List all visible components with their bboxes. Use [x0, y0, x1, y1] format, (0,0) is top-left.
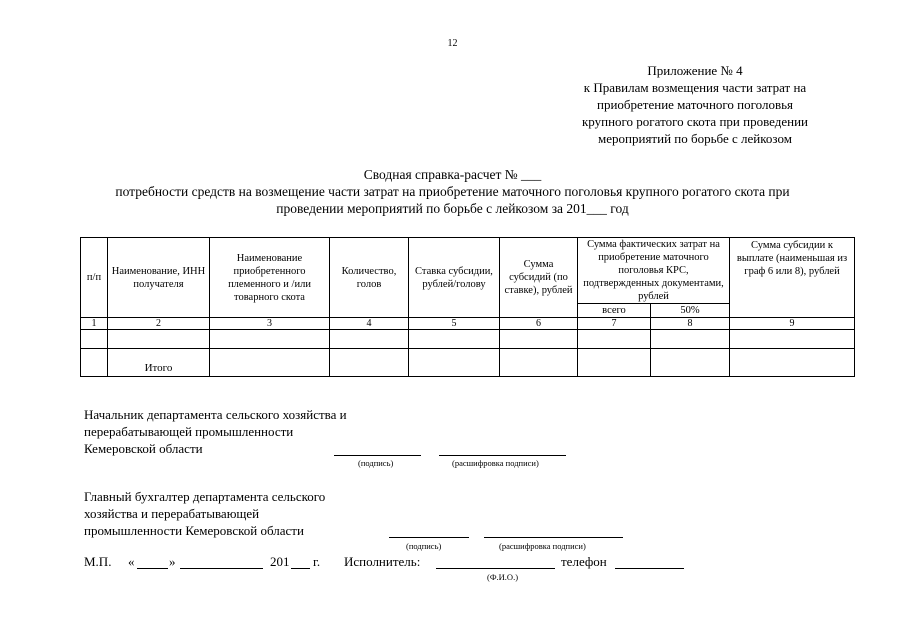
table-cell: [409, 330, 500, 349]
table-cell: [108, 330, 210, 349]
table-cell: [81, 349, 108, 377]
accountant-decoding-caption: (расшифровка подписи): [499, 541, 586, 551]
appendix-line: Приложение № 4: [647, 63, 743, 78]
head-signature-caption: (подпись): [358, 458, 394, 468]
date-month-line: [180, 568, 263, 569]
table-cell: [578, 330, 651, 349]
date-year-line: [291, 568, 310, 569]
table-cell: [330, 330, 409, 349]
header-fifty-percent: 50%: [651, 304, 730, 318]
executor-line: [436, 568, 555, 569]
appendix-line: крупного рогатого скота при проведении: [581, 114, 808, 129]
appendix-header: [545, 62, 845, 147]
header-actual-costs: Сумма фактических затрат на приобретение маточного поголовья КРС, подтвержденных документами, рублей: [578, 238, 730, 304]
appendix-line: мероприятий по борьбе с лейкозом: [598, 131, 792, 146]
head-title-line: Кемеровской области: [84, 441, 203, 456]
table-cell: [730, 349, 855, 377]
executor-label: Исполнитель:: [344, 554, 421, 569]
header-payout: Сумма субсидии к выплате (наименьшая из граф 6 или 8), рублей: [730, 238, 855, 318]
phone-line: [615, 568, 684, 569]
column-number: 2: [108, 318, 210, 330]
accountant-title-line: промышленности Кемеровской области: [84, 523, 304, 538]
date-year: 201: [270, 554, 290, 569]
title-line-1: Сводная справка-расчет № ___: [363, 167, 542, 182]
column-number: 6: [500, 318, 578, 330]
header-total: всего: [578, 304, 651, 318]
accountant-title-line: хозяйства и перерабатывающей: [84, 506, 260, 521]
date-close-quote: »: [169, 554, 176, 569]
column-number: 5: [409, 318, 500, 330]
table-cell: [409, 349, 500, 377]
table-cell: [651, 330, 730, 349]
accountant-signature-caption: (подпись): [406, 541, 442, 551]
table-row: [81, 330, 855, 349]
column-number: 4: [330, 318, 409, 330]
header-livestock-name: Наименование приобретенного племенного и /или товарного скота: [210, 238, 330, 318]
column-number: 9: [730, 318, 855, 330]
head-decoding-line: [439, 455, 566, 456]
header-subsidy-rate: Ставка субсидии, рублей/голову: [409, 238, 500, 318]
table-cell: [500, 349, 578, 377]
title-line-2: потребности средств на возмещение части затрат на приобретение маточного поголовья крупного рогатого скота при: [115, 184, 790, 199]
column-number: 1: [81, 318, 108, 330]
table-cell: [578, 349, 651, 377]
head-decoding-caption: (расшифровка подписи): [452, 458, 539, 468]
head-signature-block: [84, 406, 347, 457]
column-number: 8: [651, 318, 730, 330]
head-title-line: Начальник департамента сельского хозяйства и: [84, 407, 347, 422]
head-title-line: перерабатывающей промышленности: [84, 424, 294, 439]
appendix-line: приобретение маточного поголовья: [596, 97, 793, 112]
total-row: [81, 349, 855, 377]
column-number: 7: [578, 318, 651, 330]
table-cell: [81, 330, 108, 349]
header-quantity: Количество, голов: [330, 238, 409, 318]
table-cell: [500, 330, 578, 349]
seal-label: М.П.: [84, 554, 112, 569]
table-cell: [730, 330, 855, 349]
header-recipient: Наименование, ИНН получателя: [108, 238, 210, 318]
phone-label: телефон: [561, 554, 607, 569]
date-year-suffix: г.: [313, 554, 321, 569]
header-subsidy-sum: Сумма субсидий (по ставке), рублей: [500, 238, 578, 318]
appendix-line: к Правилам возмещения части затрат на: [583, 80, 807, 95]
head-signature-line: [334, 455, 421, 456]
table-cell: [651, 349, 730, 377]
accountant-decoding-line: [484, 537, 623, 538]
fio-caption: (Ф.И.О.): [487, 572, 519, 582]
date-open-quote: «: [128, 554, 135, 569]
calculation-table: [80, 237, 855, 377]
table-cell: [210, 330, 330, 349]
header-row-number: п/п: [81, 238, 108, 318]
accountant-title-line: Главный бухгалтер департамента сельского: [84, 489, 326, 504]
accountant-signature-block: [84, 488, 325, 539]
document-title: [0, 166, 905, 217]
accountant-signature-line: [389, 537, 469, 538]
date-day-line: [137, 568, 168, 569]
page-number: 12: [447, 38, 458, 49]
title-line-3: проведении мероприятий по борьбе с лейкозом за 201___ год: [276, 201, 629, 216]
table-cell: [210, 349, 330, 377]
table-cell: [330, 349, 409, 377]
total-label: Итого: [108, 349, 210, 377]
column-number: 3: [210, 318, 330, 330]
